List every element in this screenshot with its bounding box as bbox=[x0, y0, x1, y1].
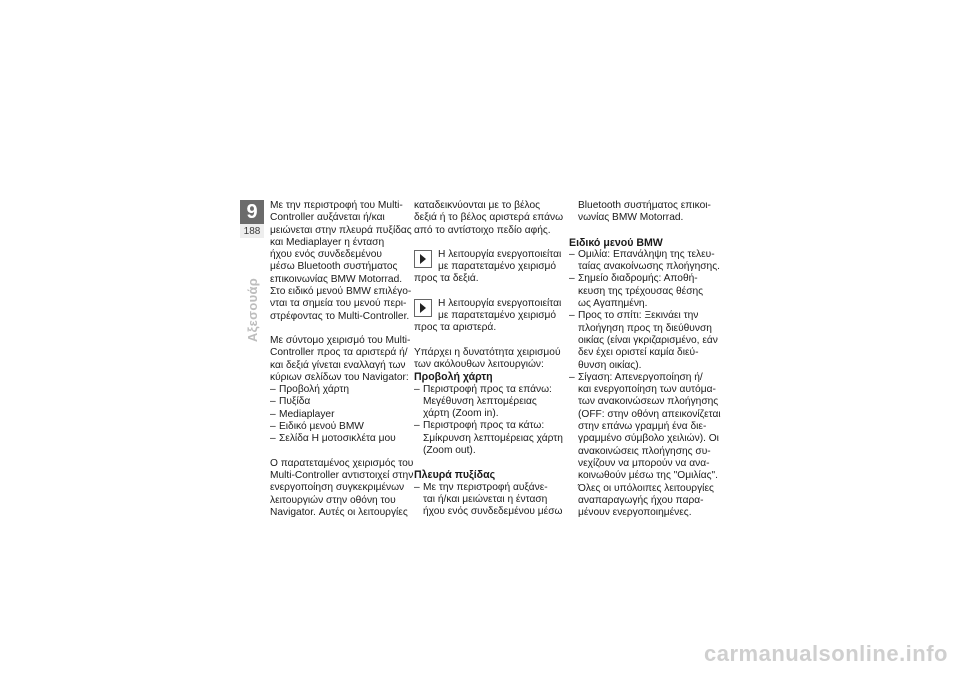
text-line: Με την περιστροφή του Multi- bbox=[270, 200, 403, 211]
text-line: Σμίκρυνση λεπτομέρειας χάρτη bbox=[423, 432, 563, 444]
paragraph-long-press bbox=[270, 457, 414, 519]
text-line: Bluetooth συστήματος επικοι- bbox=[578, 200, 711, 211]
text-line: νεχίζουν να μπορούν να ανα- bbox=[578, 457, 710, 469]
arrow-right-icon bbox=[414, 250, 432, 268]
list-item: – Σίγαση: Απενεργοποίηση ή/ bbox=[569, 372, 705, 384]
compass-list bbox=[414, 481, 563, 519]
text-line: των ανακοινώσεων πλοήγησης bbox=[578, 396, 719, 408]
bmw-menu-list bbox=[569, 248, 721, 520]
heading-compass: Πλευρά πυξίδας bbox=[414, 469, 496, 482]
text-line: Controller αυξάνεται ή/και bbox=[270, 212, 385, 224]
text-line: και δεξιά γίνεται εναλλαγή των bbox=[270, 359, 406, 371]
text-line: γραμμένο σύμβολο χειλιών). Οι bbox=[578, 433, 719, 445]
text-line: Μεγέθυνση λεπτομέρειας bbox=[423, 395, 537, 407]
text-line: προς τα αριστερά. bbox=[414, 322, 497, 334]
list-item: – Mediaplayer bbox=[270, 409, 406, 421]
paragraph-intro bbox=[270, 200, 412, 323]
text-line: κοινωθούν μέσω της "Ομιλίας". bbox=[578, 470, 718, 482]
text-line: καταδεικνύονται με το βέλος bbox=[414, 200, 541, 211]
text-line: (OFF: στην οθόνη απεικονίζεται bbox=[578, 408, 721, 420]
list-item: – Περιστροφή προς τα κάτω: bbox=[414, 420, 550, 432]
text-line: προς τα δεξιά. bbox=[414, 273, 479, 285]
text-line: ως Αγαπημένη. bbox=[578, 298, 648, 310]
text-line: νται τα σημεία του μενού περι- bbox=[270, 298, 407, 310]
text-line: μέσω Bluetooth συστήματος bbox=[270, 261, 398, 273]
paragraph-arrows bbox=[414, 200, 564, 237]
list-item: – Σημείο διαδρομής: Αποθή- bbox=[569, 273, 705, 285]
text-line: Multi-Controller αντιστοιχεί στην bbox=[270, 469, 414, 481]
list-item: – Προς το σπίτι: Ξεκινάει την bbox=[569, 310, 705, 322]
list-item: – Προβολή χάρτη bbox=[270, 384, 406, 396]
text-line: και Mediaplayer η ένταση bbox=[270, 236, 385, 248]
text-line: Με σύντομο χειρισμό του Multi- bbox=[270, 334, 411, 346]
note-left bbox=[414, 297, 562, 335]
text-line: από το αντίστοιχο πεδίο αφής. bbox=[414, 224, 551, 236]
text-line: Η λειτουργία ενεργοποιείται bbox=[438, 248, 562, 260]
text-line: κύριων σελίδων του Navigator: bbox=[270, 371, 409, 383]
text-line: (Zoom out). bbox=[423, 445, 476, 457]
list-item: – Ομιλία: Επανάληψη της τελευ- bbox=[569, 249, 705, 261]
text-line: λειτουργιών στην οθόνη του bbox=[270, 494, 396, 506]
text-line: ενεργοποίηση συγκεκριμένων bbox=[270, 482, 405, 494]
list-item: – Περιστροφή προς τα επάνω: bbox=[414, 384, 550, 396]
heading-map-view: Προβολή χάρτη bbox=[414, 371, 493, 384]
list-item: – Σελίδα Η μοτοσικλέτα μου bbox=[270, 433, 406, 445]
text-line: Η λειτουργία ενεργοποιείται bbox=[438, 297, 562, 309]
paragraph-pages bbox=[270, 334, 411, 384]
section-tab bbox=[242, 277, 262, 343]
text-line: δεν έχει οριστεί καμία διεύ- bbox=[578, 347, 699, 359]
text-line: νωνίας BMW Motorrad. bbox=[578, 212, 684, 224]
text-line: στην επάνω γραμμή ένα διε- bbox=[578, 421, 707, 433]
text-line: ήχου ενός συνδεδεμένου μέσω bbox=[423, 506, 563, 518]
text-line: θυνση οικίας). bbox=[578, 359, 642, 371]
text-line: ται ή/και μειώνεται η ένταση bbox=[423, 493, 548, 505]
text-line: και ενεργοποίηση των αυτόμα- bbox=[578, 384, 716, 396]
list-item: – Πυξίδα bbox=[270, 396, 406, 408]
paragraph-continuation bbox=[569, 200, 711, 225]
chapter-number-badge: 9 bbox=[240, 200, 264, 224]
heading-bmw-menu: Ειδικό μενού BMW bbox=[569, 236, 663, 249]
text-line: ήχου ενός συνδεδεμένου bbox=[270, 249, 382, 261]
text-line: πλοήγηση προς τη διεύθυνση bbox=[578, 322, 712, 334]
text-line: οικίας (είναι γκριζαρισμένο, εάν bbox=[578, 334, 718, 346]
page-number: 188 bbox=[240, 224, 264, 238]
text-line: Controller προς τα αριστερά ή/ bbox=[270, 347, 408, 359]
text-column-3 bbox=[569, 200, 721, 519]
text-line: ανακοινώσεις πλοήγησης συ- bbox=[578, 445, 711, 457]
text-column-2 bbox=[414, 200, 564, 531]
text-line: Όλες οι υπόλοιπες λειτουργίες bbox=[578, 482, 714, 494]
text-line: Υπάρχει η δυνατότητα χειρισμού bbox=[414, 346, 561, 358]
watermark: carmanualsonline.info bbox=[704, 641, 948, 666]
arrow-right-icon bbox=[414, 299, 432, 317]
text-line: με παρατεταμένο χειρισμό bbox=[438, 261, 557, 273]
text-line: Στο ειδικό μενού BMW επιλέγο- bbox=[270, 286, 412, 298]
text-line: Ο παρατεταμένος χειρισμός του bbox=[270, 457, 414, 469]
text-line: Navigator. Αυτές οι λειτουργίες bbox=[270, 506, 408, 518]
paragraph-functions bbox=[414, 346, 561, 372]
list-item: – Ειδικό μενού BMW bbox=[270, 421, 406, 433]
pages-list bbox=[270, 384, 406, 445]
text-line: χάρτη (Zoom in). bbox=[423, 408, 499, 420]
text-line: μειώνεται στην πλευρά πυξίδας bbox=[270, 224, 412, 236]
text-line: με παρατεταμένο χειρισμό bbox=[438, 310, 557, 322]
text-line: στρέφοντας το Multi-Controller. bbox=[270, 310, 410, 322]
text-line: μένουν ενεργοποιημένες. bbox=[578, 507, 692, 519]
text-line: των ακόλουθων λειτουργιών: bbox=[414, 358, 544, 370]
text-line: δεξιά ή το βέλος αριστερά επάνω bbox=[414, 212, 564, 224]
text-line: επικοινωνίας BMW Motorrad. bbox=[270, 273, 403, 285]
list-item: – Με την περιστροφή αυξάνε- bbox=[414, 482, 550, 494]
text-line: κευση της τρέχουσας θέσης bbox=[578, 285, 704, 297]
map-view-list bbox=[414, 383, 563, 458]
text-line: αναπαραγωγής ήχου παρα- bbox=[578, 494, 704, 506]
section-tab-label: Αξεσουάρ bbox=[244, 277, 260, 343]
text-line: ταίας ανακοίνωσης πλοήγησης. bbox=[578, 261, 720, 273]
text-column-1 bbox=[270, 200, 414, 531]
note-right bbox=[414, 248, 562, 286]
